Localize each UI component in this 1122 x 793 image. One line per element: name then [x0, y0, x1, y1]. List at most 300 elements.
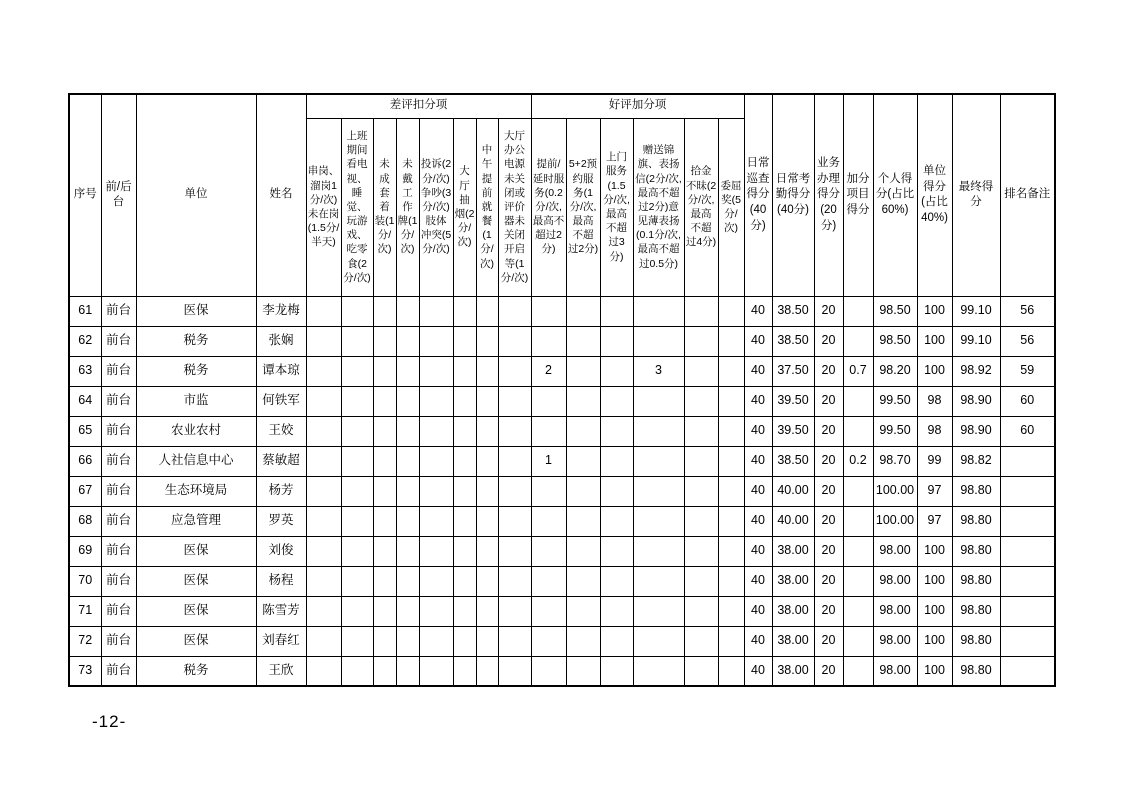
row-number-cell: 69	[69, 536, 101, 566]
table-row	[69, 476, 1055, 506]
stage-cell: 前台	[101, 656, 136, 686]
personal-score-cell: 98.00	[873, 536, 917, 566]
row-number-cell: 65	[69, 416, 101, 446]
header-subcell-0: 串岗、溜岗1分/次)未在岗(1.5分/半天)	[306, 118, 341, 296]
table-row	[69, 446, 1055, 476]
mark-cell	[476, 536, 498, 566]
personal-score-cell: 98.00	[873, 626, 917, 656]
mark-cell	[684, 656, 718, 686]
attendance-score-cell: 38.50	[772, 446, 814, 476]
mark-cell	[396, 416, 419, 446]
bonus-score-cell	[843, 386, 873, 416]
mark-cell	[306, 386, 341, 416]
stage-cell: 前台	[101, 566, 136, 596]
unit-cell: 税务	[136, 656, 256, 686]
patrol-score-cell: 40	[744, 566, 772, 596]
personal-score-cell: 98.20	[873, 356, 917, 386]
mark-cell	[684, 446, 718, 476]
table-row	[69, 626, 1055, 656]
name-cell: 李龙梅	[256, 296, 306, 326]
mark-cell	[341, 416, 373, 446]
name-cell: 刘春红	[256, 626, 306, 656]
attendance-score-cell: 39.50	[772, 416, 814, 446]
row-number-cell: 62	[69, 326, 101, 356]
mark-cell	[531, 476, 566, 506]
mark-cell	[684, 506, 718, 536]
mark-cell	[396, 386, 419, 416]
header-cell-right-7: 排名备注	[1000, 94, 1055, 296]
header-subcell-2: 未成套着装(1分/次)	[373, 118, 396, 296]
mark-cell	[306, 296, 341, 326]
mark-cell	[718, 656, 744, 686]
mark-cell	[396, 356, 419, 386]
mark-cell: 2	[531, 356, 566, 386]
header-subcell-12: 拾金不昧(2分/次,最高不超过4分)	[684, 118, 718, 296]
mark-cell	[684, 476, 718, 506]
row-number-cell: 68	[69, 506, 101, 536]
header-cell-right-0: 日常巡查得分(40分)	[744, 94, 772, 296]
mark-cell	[396, 296, 419, 326]
mark-cell	[476, 326, 498, 356]
mark-cell	[718, 476, 744, 506]
patrol-score-cell: 40	[744, 326, 772, 356]
mark-cell	[498, 326, 531, 356]
mark-cell	[476, 596, 498, 626]
mark-cell	[306, 536, 341, 566]
mark-cell	[684, 296, 718, 326]
mark-cell	[531, 656, 566, 686]
mark-cell	[633, 326, 684, 356]
mark-cell	[684, 626, 718, 656]
business-score-cell: 20	[814, 296, 843, 326]
unit-score-cell: 100	[917, 536, 952, 566]
mark-cell	[600, 596, 633, 626]
mark-cell	[453, 536, 476, 566]
table-row	[69, 566, 1055, 596]
attendance-score-cell: 38.00	[772, 566, 814, 596]
mark-cell	[396, 536, 419, 566]
stage-cell: 前台	[101, 626, 136, 656]
table-body	[69, 296, 1055, 686]
mark-cell	[498, 446, 531, 476]
mark-cell	[684, 386, 718, 416]
business-score-cell: 20	[814, 596, 843, 626]
final-score-cell: 98.80	[952, 626, 1000, 656]
name-cell: 杨程	[256, 566, 306, 596]
business-score-cell: 20	[814, 356, 843, 386]
personal-score-cell: 98.00	[873, 596, 917, 626]
final-score-cell: 98.80	[952, 506, 1000, 536]
patrol-score-cell: 40	[744, 356, 772, 386]
business-score-cell: 20	[814, 476, 843, 506]
mark-cell	[373, 476, 396, 506]
mark-cell	[600, 326, 633, 356]
name-cell: 蔡敏超	[256, 446, 306, 476]
mark-cell	[306, 626, 341, 656]
header-subcell-10: 上门服务(1.5分/次,最高不超过3分)	[600, 118, 633, 296]
unit-cell: 生态环境局	[136, 476, 256, 506]
business-score-cell: 20	[814, 506, 843, 536]
mark-cell	[419, 386, 453, 416]
row-number-cell: 72	[69, 626, 101, 656]
mark-cell	[633, 656, 684, 686]
mark-cell	[566, 386, 600, 416]
mark-cell	[684, 566, 718, 596]
mark-cell	[476, 356, 498, 386]
mark-cell	[453, 506, 476, 536]
mark-cell	[600, 296, 633, 326]
header-subcell-1: 上班期间看电视、睡觉、玩游戏、吃零食(2分/次)	[341, 118, 373, 296]
mark-cell	[396, 626, 419, 656]
mark-cell	[566, 356, 600, 386]
stage-cell: 前台	[101, 596, 136, 626]
bonus-score-cell	[843, 326, 873, 356]
mark-cell	[684, 326, 718, 356]
personal-score-cell: 99.50	[873, 416, 917, 446]
mark-cell	[306, 596, 341, 626]
unit-cell: 人社信息中心	[136, 446, 256, 476]
patrol-score-cell: 40	[744, 296, 772, 326]
mark-cell	[718, 446, 744, 476]
rank-cell: 60	[1000, 416, 1055, 446]
rank-cell	[1000, 506, 1055, 536]
mark-cell	[341, 566, 373, 596]
mark-cell	[633, 566, 684, 596]
rank-cell: 59	[1000, 356, 1055, 386]
name-cell: 刘俊	[256, 536, 306, 566]
name-cell: 罗英	[256, 506, 306, 536]
unit-cell: 医保	[136, 596, 256, 626]
stage-cell: 前台	[101, 446, 136, 476]
mark-cell	[498, 626, 531, 656]
name-cell: 杨芳	[256, 476, 306, 506]
mark-cell	[476, 386, 498, 416]
mark-cell	[600, 416, 633, 446]
header-cell-right-4: 个人得分(占比60%)	[873, 94, 917, 296]
mark-cell	[396, 476, 419, 506]
header-subcell-4: 投诉(2分/次)争吵(3分/次)肢体冲突(5分/次)	[419, 118, 453, 296]
mark-cell	[453, 296, 476, 326]
business-score-cell: 20	[814, 566, 843, 596]
unit-score-cell: 99	[917, 446, 952, 476]
mark-cell	[453, 416, 476, 446]
mark-cell	[373, 536, 396, 566]
mark-cell	[419, 506, 453, 536]
mark-cell	[600, 536, 633, 566]
header-cell-left-1: 前/后台	[101, 94, 136, 296]
header-subcell-8: 提前/延时服务(0.2分/次,最高不超过2分)	[531, 118, 566, 296]
mark-cell	[531, 416, 566, 446]
unit-score-cell: 100	[917, 326, 952, 356]
mark-cell	[396, 326, 419, 356]
table-header	[69, 94, 1055, 296]
header-subcell-5: 大厅抽烟(2分/次)	[453, 118, 476, 296]
mark-cell	[306, 326, 341, 356]
mark-cell	[419, 326, 453, 356]
mark-cell: 3	[633, 356, 684, 386]
header-subcell-6: 中午提前就餐(1分/次)	[476, 118, 498, 296]
mark-cell	[600, 506, 633, 536]
stage-cell: 前台	[101, 386, 136, 416]
header-cell-right-2: 业务办理得分(20分)	[814, 94, 843, 296]
bonus-score-cell	[843, 596, 873, 626]
mark-cell	[633, 506, 684, 536]
bonus-score-cell: 0.2	[843, 446, 873, 476]
unit-cell: 医保	[136, 536, 256, 566]
stage-cell: 前台	[101, 296, 136, 326]
business-score-cell: 20	[814, 656, 843, 686]
attendance-score-cell: 38.50	[772, 326, 814, 356]
mark-cell	[600, 626, 633, 656]
mark-cell	[498, 416, 531, 446]
attendance-score-cell: 38.00	[772, 536, 814, 566]
mark-cell	[684, 596, 718, 626]
mark-cell	[531, 506, 566, 536]
mark-cell	[306, 476, 341, 506]
mark-cell	[566, 626, 600, 656]
header-subcell-7: 大厅办公电源未关闭或评价器未关闭开启等(1分/次)	[498, 118, 531, 296]
unit-score-cell: 98	[917, 386, 952, 416]
bonus-score-cell	[843, 656, 873, 686]
mark-cell	[684, 536, 718, 566]
patrol-score-cell: 40	[744, 446, 772, 476]
unit-cell: 医保	[136, 626, 256, 656]
mark-cell	[453, 596, 476, 626]
mark-cell	[453, 356, 476, 386]
header-cell-left-0: 序号	[69, 94, 101, 296]
table-row	[69, 596, 1055, 626]
name-cell: 王姣	[256, 416, 306, 446]
rank-cell: 56	[1000, 326, 1055, 356]
final-score-cell: 98.90	[952, 386, 1000, 416]
mark-cell	[373, 386, 396, 416]
bonus-score-cell	[843, 506, 873, 536]
performance-score-table	[68, 93, 1056, 687]
attendance-score-cell: 38.00	[772, 656, 814, 686]
mark-cell	[498, 656, 531, 686]
row-number-cell: 67	[69, 476, 101, 506]
unit-score-cell: 97	[917, 506, 952, 536]
table-row	[69, 416, 1055, 446]
stage-cell: 前台	[101, 536, 136, 566]
attendance-score-cell: 38.00	[772, 626, 814, 656]
mark-cell	[718, 326, 744, 356]
mark-cell	[633, 296, 684, 326]
business-score-cell: 20	[814, 386, 843, 416]
row-number-cell: 73	[69, 656, 101, 686]
mark-cell	[396, 596, 419, 626]
mark-cell	[600, 656, 633, 686]
mark-cell	[373, 566, 396, 596]
mark-cell	[419, 476, 453, 506]
unit-score-cell: 100	[917, 626, 952, 656]
final-score-cell: 98.92	[952, 356, 1000, 386]
rank-cell: 56	[1000, 296, 1055, 326]
stage-cell: 前台	[101, 416, 136, 446]
mark-cell	[419, 596, 453, 626]
mark-cell	[341, 446, 373, 476]
patrol-score-cell: 40	[744, 386, 772, 416]
unit-score-cell: 100	[917, 656, 952, 686]
header-subcell-11: 赠送锦旗、表扬信(2分/次,最高不超过2分)意见薄表扬(0.1分/次,最高不超过0.5分)	[633, 118, 684, 296]
patrol-score-cell: 40	[744, 476, 772, 506]
table-row	[69, 326, 1055, 356]
mark-cell	[419, 566, 453, 596]
row-number-cell: 63	[69, 356, 101, 386]
mark-cell	[531, 596, 566, 626]
mark-cell	[453, 566, 476, 596]
mark-cell	[633, 476, 684, 506]
mark-cell	[396, 566, 419, 596]
personal-score-cell: 100.00	[873, 476, 917, 506]
header-cell-right-5: 单位得分(占比40%)	[917, 94, 952, 296]
rank-cell	[1000, 476, 1055, 506]
patrol-score-cell: 40	[744, 506, 772, 536]
mark-cell	[453, 446, 476, 476]
mark-cell	[633, 626, 684, 656]
mark-cell	[419, 356, 453, 386]
personal-score-cell: 98.00	[873, 656, 917, 686]
mark-cell	[306, 416, 341, 446]
row-number-cell: 64	[69, 386, 101, 416]
header-subcell-9: 5+2预约服务(1分/次,最高不超过2分)	[566, 118, 600, 296]
mark-cell	[419, 656, 453, 686]
mark-cell	[419, 536, 453, 566]
mark-cell	[341, 386, 373, 416]
header-group-row	[69, 94, 1055, 118]
mark-cell	[476, 566, 498, 596]
mark-cell	[718, 416, 744, 446]
mark-cell	[396, 506, 419, 536]
patrol-score-cell: 40	[744, 656, 772, 686]
personal-score-cell: 98.70	[873, 446, 917, 476]
unit-score-cell: 100	[917, 356, 952, 386]
final-score-cell: 99.10	[952, 326, 1000, 356]
mark-cell	[498, 296, 531, 326]
mark-cell	[419, 416, 453, 446]
mark-cell	[498, 536, 531, 566]
mark-cell	[341, 536, 373, 566]
table-row	[69, 536, 1055, 566]
final-score-cell: 98.80	[952, 656, 1000, 686]
header-cell-right-6: 最终得分	[952, 94, 1000, 296]
mark-cell	[453, 476, 476, 506]
rank-cell: 60	[1000, 386, 1055, 416]
business-score-cell: 20	[814, 416, 843, 446]
stage-cell: 前台	[101, 356, 136, 386]
mark-cell	[419, 626, 453, 656]
patrol-score-cell: 40	[744, 596, 772, 626]
mark-cell	[566, 326, 600, 356]
mark-cell	[306, 446, 341, 476]
mark-cell	[373, 656, 396, 686]
mark-cell	[531, 566, 566, 596]
mark-cell	[718, 596, 744, 626]
unit-score-cell: 100	[917, 566, 952, 596]
attendance-score-cell: 37.50	[772, 356, 814, 386]
row-number-cell: 70	[69, 566, 101, 596]
mark-cell	[341, 476, 373, 506]
mark-cell	[306, 656, 341, 686]
unit-cell: 税务	[136, 356, 256, 386]
mark-cell	[633, 416, 684, 446]
header-cell-left-3: 姓名	[256, 94, 306, 296]
business-score-cell: 20	[814, 446, 843, 476]
mark-cell	[718, 506, 744, 536]
name-cell: 张娴	[256, 326, 306, 356]
table-row	[69, 356, 1055, 386]
table-row	[69, 296, 1055, 326]
mark-cell	[531, 326, 566, 356]
table-row	[69, 386, 1055, 416]
row-number-cell: 66	[69, 446, 101, 476]
mark-cell	[476, 476, 498, 506]
mark-cell	[306, 506, 341, 536]
mark-cell	[566, 566, 600, 596]
mark-cell	[498, 386, 531, 416]
mark-cell	[373, 416, 396, 446]
mark-cell	[453, 386, 476, 416]
final-score-cell: 98.90	[952, 416, 1000, 446]
patrol-score-cell: 40	[744, 626, 772, 656]
final-score-cell: 98.80	[952, 536, 1000, 566]
mark-cell	[718, 386, 744, 416]
mark-cell	[531, 536, 566, 566]
header-subcell-3: 未戴工作牌(1分/次)	[396, 118, 419, 296]
bonus-score-cell	[843, 536, 873, 566]
header-cell-left-2: 单位	[136, 94, 256, 296]
unit-cell: 医保	[136, 296, 256, 326]
mark-cell	[476, 296, 498, 326]
unit-cell: 市监	[136, 386, 256, 416]
mark-cell	[453, 656, 476, 686]
header-cell-right-3: 加分项目得分	[843, 94, 873, 296]
mark-cell	[498, 506, 531, 536]
attendance-score-cell: 40.00	[772, 476, 814, 506]
name-cell: 何铁军	[256, 386, 306, 416]
header-group-1: 好评加分项	[531, 94, 744, 118]
mark-cell	[396, 446, 419, 476]
rank-cell	[1000, 656, 1055, 686]
business-score-cell: 20	[814, 326, 843, 356]
mark-cell	[373, 326, 396, 356]
unit-score-cell: 100	[917, 296, 952, 326]
mark-cell	[531, 296, 566, 326]
mark-cell	[476, 446, 498, 476]
mark-cell	[531, 386, 566, 416]
mark-cell	[684, 356, 718, 386]
name-cell: 陈雪芳	[256, 596, 306, 626]
mark-cell	[341, 326, 373, 356]
stage-cell: 前台	[101, 476, 136, 506]
table-row	[69, 656, 1055, 686]
mark-cell	[498, 476, 531, 506]
header-group-0: 差评扣分项	[306, 94, 531, 118]
unit-cell: 税务	[136, 326, 256, 356]
mark-cell	[718, 536, 744, 566]
bonus-score-cell	[843, 626, 873, 656]
mark-cell	[566, 296, 600, 326]
personal-score-cell: 99.50	[873, 386, 917, 416]
mark-cell	[633, 446, 684, 476]
table-row	[69, 506, 1055, 536]
mark-cell	[531, 626, 566, 656]
mark-cell	[600, 476, 633, 506]
mark-cell	[600, 356, 633, 386]
mark-cell	[373, 356, 396, 386]
bonus-score-cell	[843, 566, 873, 596]
mark-cell	[476, 626, 498, 656]
